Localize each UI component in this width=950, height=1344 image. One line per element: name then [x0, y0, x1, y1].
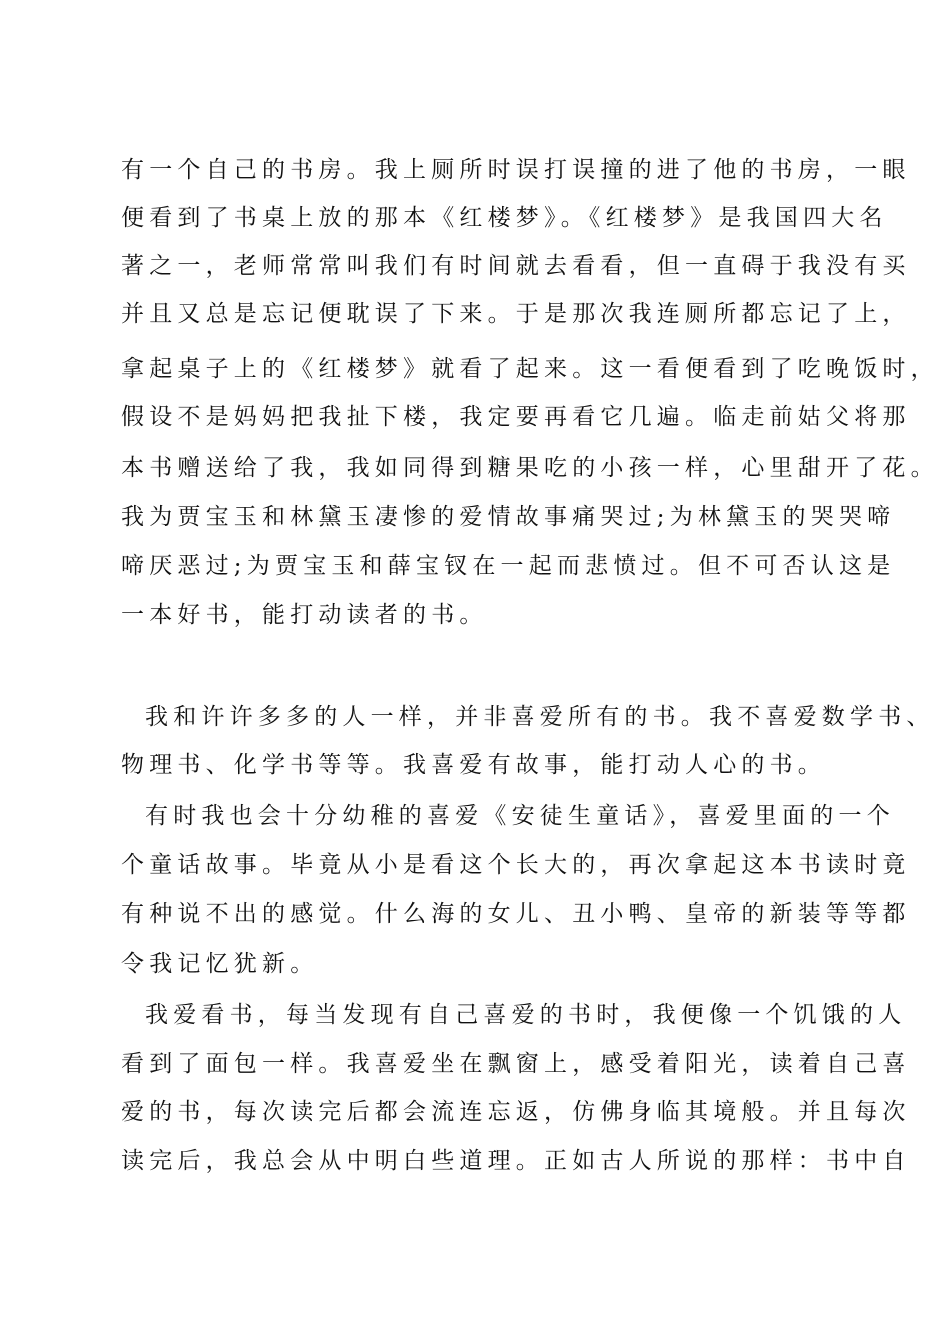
- text-line: 有一个自己的书房。我上厕所时误打误撞的进了他的书房，一眼: [121, 157, 911, 183]
- paragraph-start-line: 有时我也会十分幼稚的喜爱《安徒生童话》，喜爱里面的一个: [145, 803, 895, 829]
- text-line: 本书赠送给了我，我如同得到糖果吃的小孩一样，心里甜开了花。: [121, 455, 939, 481]
- text-line: 看到了面包一样。我喜爱坐在飘窗上，感受着阳光，读着自己喜: [121, 1051, 911, 1077]
- paragraph-start-line: 我和许许多多的人一样，并非喜爱所有的书。我不喜爱数学书、: [145, 704, 935, 730]
- text-line: 拿起桌子上的《红楼梦》就看了起来。这一看便看到了吃晚饭时，: [121, 356, 939, 382]
- text-line: 我为贾宝玉和林黛玉凄惨的爱情故事痛哭过;为林黛玉的哭哭啼: [121, 504, 896, 530]
- paragraph-start-line: 我爱看书，每当发现有自己喜爱的书时，我便像一个饥饿的人: [145, 1002, 907, 1028]
- text-line: 著之一，老师常常叫我们有时间就去看看，但一直碍于我没有买: [121, 253, 911, 279]
- text-line: 假设不是妈妈把我扯下楼，我定要再看它几遍。临走前姑父将那: [121, 404, 911, 430]
- text-line: 爱的书，每次读完后都会流连忘返，仿佛身临其境般。并且每次: [121, 1099, 911, 1125]
- text-line: 有种说不出的感觉。什么海的女儿、丑小鸭、皇帝的新装等等都: [121, 901, 911, 927]
- text-line: 并且又总是忘记便耽误了下来。于是那次我连厕所都忘记了上，: [121, 301, 911, 327]
- text-line: 令我记忆犹新。: [121, 951, 319, 977]
- text-line: 读完后，我总会从中明白些道理。正如古人所说的那样：书中自: [121, 1148, 911, 1174]
- text-line: 一本好书，能打动读者的书。: [121, 602, 488, 628]
- text-line: 便看到了书桌上放的那本《红楼梦》。《红楼梦》是我国四大名: [121, 205, 888, 231]
- text-line: 物理书、化学书等等。我喜爱有故事，能打动人心的书。: [121, 752, 826, 778]
- text-line: 啼厌恶过;为贾宝玉和薛宝钗在一起而悲愤过。但不可否认这是: [121, 553, 896, 579]
- text-line: 个童话故事。毕竟从小是看这个长大的，再次拿起这本书读时竟: [121, 852, 911, 878]
